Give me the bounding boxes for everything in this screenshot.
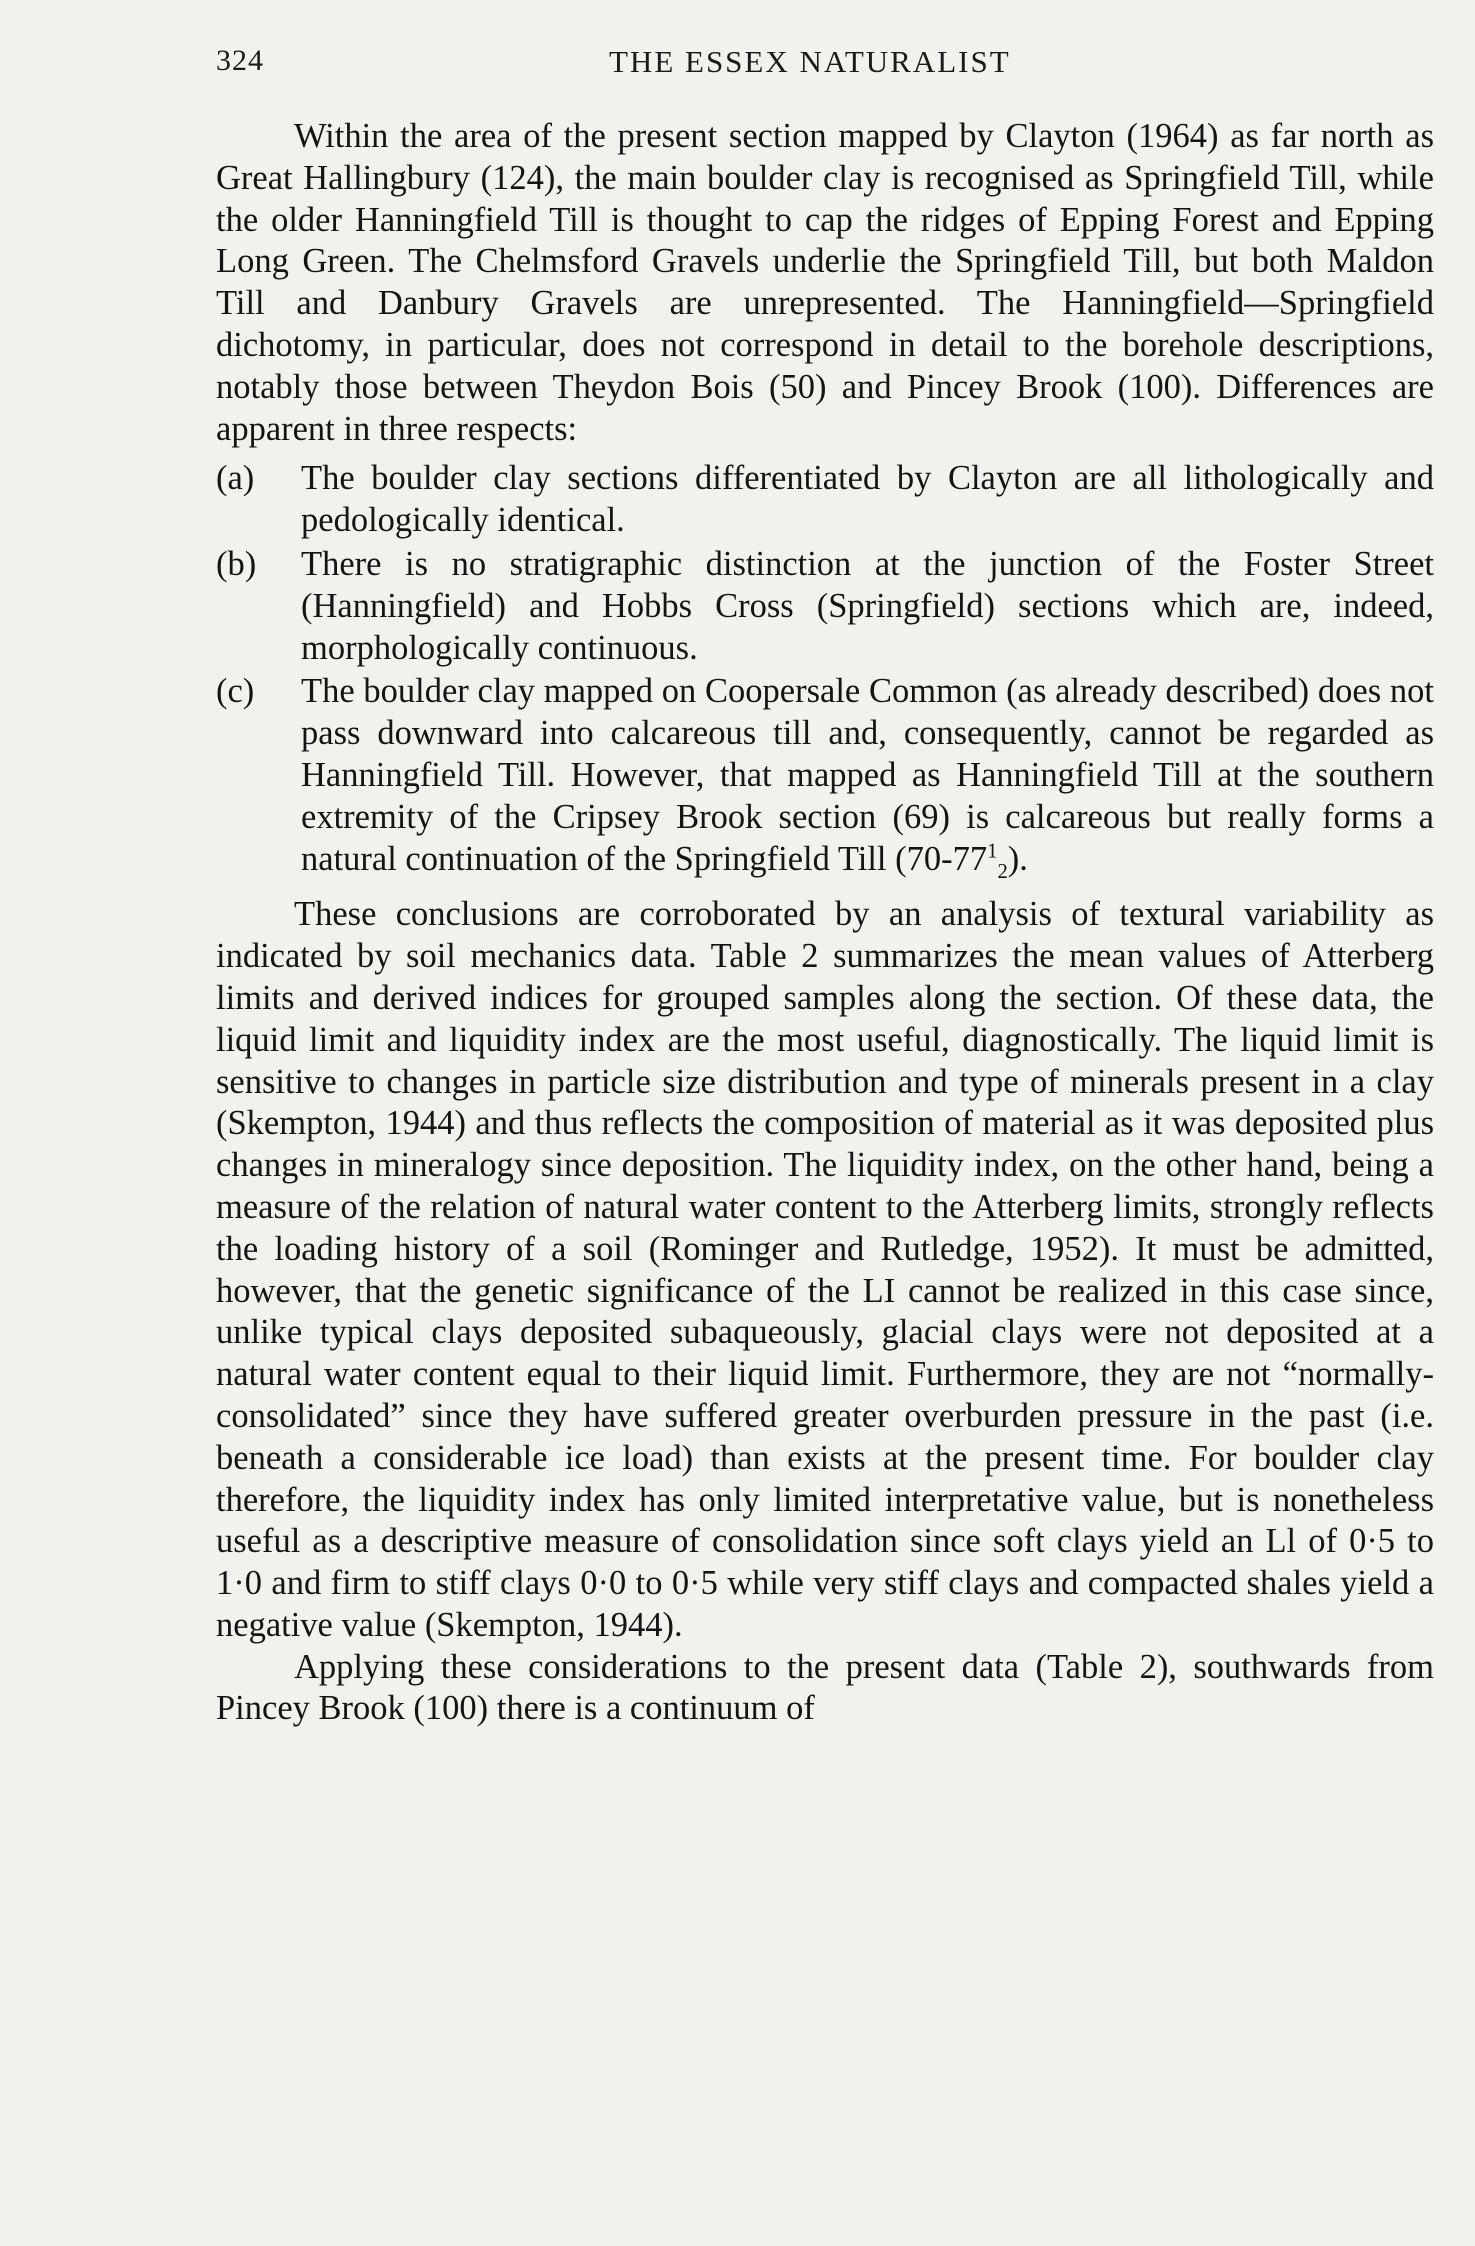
list-text-c	[301, 671, 1434, 883]
list-item-a	[216, 458, 1434, 542]
list-text-c-sub: 2	[997, 860, 1008, 883]
list-marker-c: (c)	[216, 672, 255, 711]
running-head	[216, 44, 1434, 84]
paragraph-2: These conclusions are corroborated by an analysis of textural variability as indicated by soil mechanics data. Table 2 summarizes the mean values of Atterberg limits and derived indices for grouped samples along the section. Of these data, the liquid limit and liquidity index are the most useful, diagnostically. The liquid limit is sensitive to changes in particle size distribution and type of minerals present in a clay (Skempton, 1944) and thus reflects the composition of material as it was deposited plus changes in mineralogy since deposition. The liquidity index, on the other hand, being a measure of the relation of natural water content to the Atterberg limits, strongly reflects the loading history of a soil (Rominger and Rutledge, 1952). It must be admitted, however, that the genetic significance of the LI cannot be realized in this case since, unlike typical clays deposited subaqueously, glacial clays were not deposited at a natural water content equal to their liquid limit. Furthermore, they are not “normally-consolidated” since they have suffered greater overburden pressure in the past (i.e. beneath a considerable ice load) than exists at the present time. For boulder clay therefore, the liquidity index has only limited interpretative value, but is nonetheless useful as a descriptive measure of consolidation since soft clays yield an Ll of 0·5 to 1·0 and firm to stiff clays 0·0 to 0·5 while very stiff clays and compacted shales yield a negative value (Skempton, 1944).	[216, 895, 1434, 1644]
journal-title: THE ESSEX NATURALIST	[609, 44, 1011, 79]
page-number: 324	[216, 44, 264, 77]
list-item-b	[216, 544, 1434, 669]
paragraph-3: Applying these considerations to the present data (Table 2), southwards from Pincey Brook (100) there is a continuum of	[216, 1647, 1434, 1728]
body-text	[216, 116, 1434, 1730]
paragraph-1: Within the area of the present section mapped by Clayton (1964) as far north as Great Hallingbury (124), the main boulder clay is recognised as Springfield Till, while the older Hanningfield Till is thought to cap the ridges of Epping Forest and Epping Long Green. The Chelmsford Gravels underlie the Springfield Till, but both Maldon Till and Danbury Gravels are unrepresented. The Hanningfield—Springfield dichotomy, in particular, does not correspond in detail to the borehole descriptions, notably those between Theydon Bois (50) and Pincey Brook (100). Differences are apparent in three respects:	[216, 117, 1434, 448]
list-text-c-main: The boulder clay mapped on Coopersale Common (as already described) does not pass downward into calcareous till and, consequently, cannot be regarded as Hanningfield Till. However, that mapped as Hanningfield Till at the southern extremity of the Cripsey Brook section (69) is calcareous but really forms a natural continuation of the Springfield Till (70-77	[301, 672, 1434, 878]
list-marker-b: (b)	[216, 544, 257, 583]
list-item-c	[216, 671, 1434, 883]
list-text-c-sup: 1	[987, 840, 998, 863]
differences-list	[216, 458, 1434, 883]
list-text-c-end: ).	[1007, 839, 1028, 878]
list-marker-a: (a)	[216, 459, 255, 498]
list-text-a: The boulder clay sections differentiated by Clayton are all lithologically and pedologically identical.	[301, 459, 1434, 540]
list-text-b: There is no stratigraphic distinction at the junction of the Foster Street (Hanningfield) and Hobbs Cross (Springfield) sections which are, indeed, morphologically continuous.	[301, 544, 1434, 667]
